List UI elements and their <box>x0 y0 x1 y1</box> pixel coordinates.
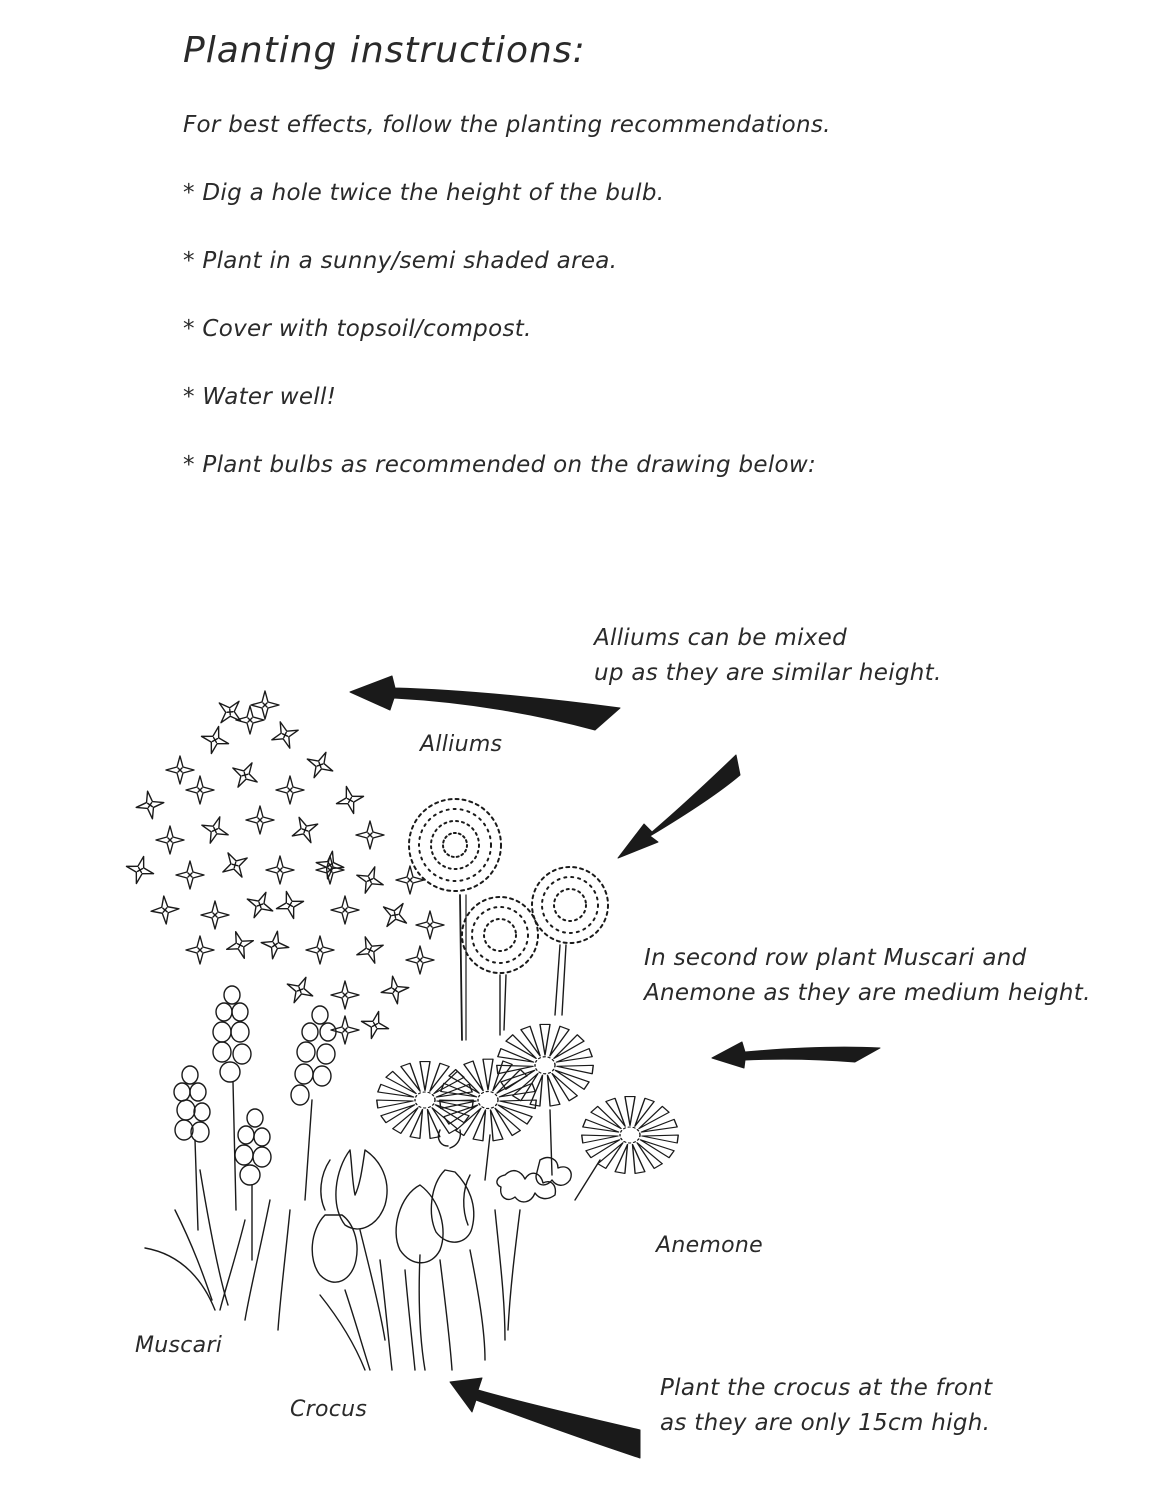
instruction-item: * Plant bulbs as recommended on the drawing below: <box>183 452 817 478</box>
label-muscari: Muscari <box>135 1333 223 1358</box>
crocus-icon <box>312 1150 520 1370</box>
anemone-icon <box>0 560 678 1202</box>
instruction-item: * Cover with topsoil/compost. <box>183 316 532 342</box>
note-second-row-line-1: In second row plant Muscari and <box>644 945 1027 971</box>
note-alliums-line-1: Alliums can be mixed <box>594 625 848 651</box>
instruction-item: * Water well! <box>183 384 337 410</box>
note-crocus-line-1: Plant the crocus at the front <box>660 1375 993 1401</box>
instruction-item: * Dig a hole twice the height of the bulb. <box>183 180 665 206</box>
instructions-list <box>183 108 831 516</box>
muscari-icon <box>145 986 336 1330</box>
instruction-item: * Plant in a sunny/semi shaded area. <box>183 248 618 274</box>
arrow-second-row-icon <box>712 1042 880 1068</box>
note-second-row-line-2: Anemone as they are medium height. <box>644 980 1091 1006</box>
note-second-row <box>644 941 1091 1011</box>
arrow-pompom-icon <box>618 755 740 858</box>
instruction-intro: For best effects, follow the planting recommendations. <box>183 112 831 138</box>
note-alliums-line-2: up as they are similar height. <box>594 660 942 686</box>
label-crocus: Crocus <box>290 1397 368 1422</box>
planting-drawing <box>0 560 1165 1500</box>
note-alliums <box>594 621 942 691</box>
note-crocus-line-2: as they are only 15cm high. <box>660 1410 991 1436</box>
arrow-alliums-icon <box>350 676 620 730</box>
arrow-crocus-icon <box>450 1378 640 1458</box>
label-alliums: Alliums <box>420 732 503 757</box>
note-crocus <box>660 1371 992 1441</box>
page-title: Planting instructions: <box>183 30 586 71</box>
allium-pompom-icon <box>409 799 608 1040</box>
allium-star-cluster-medium-icon <box>259 856 444 1044</box>
label-anemone: Anemone <box>656 1233 763 1258</box>
